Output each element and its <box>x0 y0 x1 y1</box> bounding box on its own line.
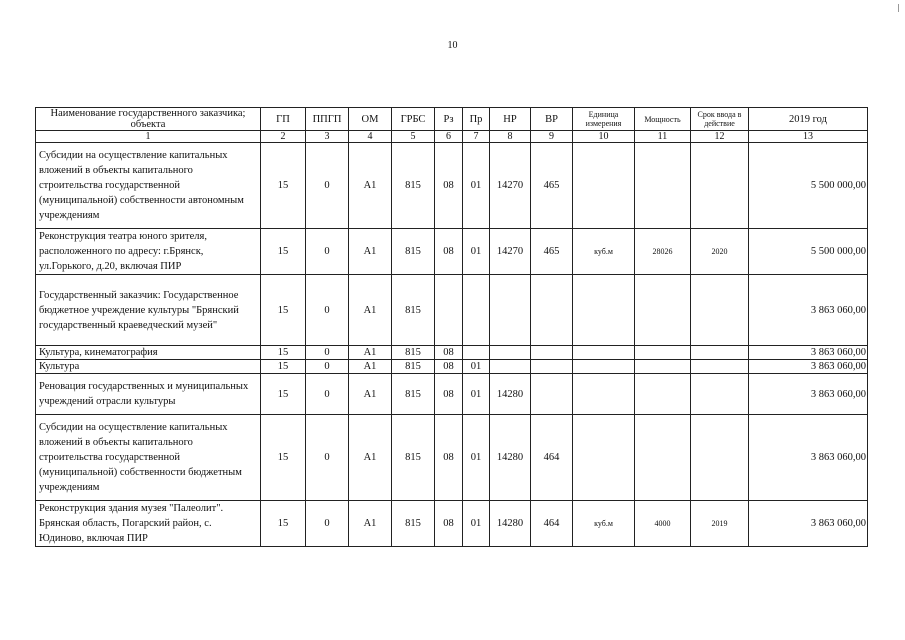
header-rz: Рз <box>435 108 463 131</box>
cell-amount: 3 863 060,00 <box>749 415 868 501</box>
row-name: Государственный заказчик: Государственное бюджетное учреждение культуры "Брянский государственный краеведческий музей" <box>36 275 261 346</box>
cell-vr <box>531 374 573 415</box>
table-row <box>36 346 868 360</box>
cell-vr <box>531 275 573 346</box>
cell-amount: 3 863 060,00 <box>749 374 868 415</box>
cell-commission <box>691 275 749 346</box>
row-name: Реконструкция здания музея "Палеолит". Брянская область, Погарский район, с. Юдиново, включая ПИР <box>36 501 261 547</box>
cell-om: А1 <box>349 275 392 346</box>
cell-om: А1 <box>349 415 392 501</box>
scan-edge-mark <box>898 4 899 12</box>
cell-capacity <box>635 415 691 501</box>
cell-pr: 01 <box>463 229 490 275</box>
cell-om: А1 <box>349 374 392 415</box>
header-vr: ВР <box>531 108 573 131</box>
cell-rz: 08 <box>435 143 463 229</box>
cell-nr: 14270 <box>490 229 531 275</box>
budget-table <box>35 107 868 547</box>
table-row <box>36 501 868 547</box>
cell-grbs: 815 <box>392 346 435 360</box>
cell-ppgp: 0 <box>306 275 349 346</box>
cell-nr: 14280 <box>490 374 531 415</box>
table-row <box>36 229 868 275</box>
cell-unit: куб.м <box>573 501 635 547</box>
cell-capacity <box>635 346 691 360</box>
cell-commission: 2019 <box>691 501 749 547</box>
column-number: 11 <box>635 131 691 143</box>
column-number: 4 <box>349 131 392 143</box>
header-capacity: Мощность <box>635 108 691 131</box>
cell-om: А1 <box>349 501 392 547</box>
column-number-row <box>36 131 868 143</box>
cell-pr: 01 <box>463 360 490 374</box>
cell-nr <box>490 346 531 360</box>
cell-gp: 15 <box>261 501 306 547</box>
cell-commission <box>691 360 749 374</box>
cell-nr: 14280 <box>490 415 531 501</box>
header-om: ОМ <box>349 108 392 131</box>
cell-capacity <box>635 275 691 346</box>
cell-rz <box>435 275 463 346</box>
cell-pr: 01 <box>463 143 490 229</box>
header-gp: ГП <box>261 108 306 131</box>
cell-amount: 3 863 060,00 <box>749 501 868 547</box>
cell-rz: 08 <box>435 360 463 374</box>
cell-vr: 464 <box>531 415 573 501</box>
cell-gp: 15 <box>261 374 306 415</box>
cell-gp: 15 <box>261 360 306 374</box>
cell-rz: 08 <box>435 415 463 501</box>
header-unit: Единица измерения <box>573 108 635 131</box>
cell-rz: 08 <box>435 374 463 415</box>
cell-capacity: 4000 <box>635 501 691 547</box>
cell-vr <box>531 360 573 374</box>
cell-gp: 15 <box>261 415 306 501</box>
cell-ppgp: 0 <box>306 415 349 501</box>
cell-rz: 08 <box>435 501 463 547</box>
cell-rz: 08 <box>435 346 463 360</box>
cell-nr <box>490 275 531 346</box>
cell-grbs: 815 <box>392 360 435 374</box>
column-number: 9 <box>531 131 573 143</box>
column-number: 6 <box>435 131 463 143</box>
column-number: 2 <box>261 131 306 143</box>
cell-unit <box>573 275 635 346</box>
cell-vr: 464 <box>531 501 573 547</box>
header-year: 2019 год <box>749 108 868 131</box>
page-number: 10 <box>447 40 458 51</box>
row-name: Реконструкция театра юного зрителя, расположенного по адресу: г.Брянск, ул.Горького, д.20, включая ПИР <box>36 229 261 275</box>
cell-ppgp: 0 <box>306 360 349 374</box>
column-number: 12 <box>691 131 749 143</box>
cell-amount: 3 863 060,00 <box>749 275 868 346</box>
table-row <box>36 360 868 374</box>
cell-amount: 5 500 000,00 <box>749 229 868 275</box>
cell-unit <box>573 143 635 229</box>
cell-ppgp: 0 <box>306 229 349 275</box>
cell-grbs: 815 <box>392 143 435 229</box>
cell-rz: 08 <box>435 229 463 275</box>
cell-gp: 15 <box>261 275 306 346</box>
cell-nr <box>490 360 531 374</box>
cell-commission: 2020 <box>691 229 749 275</box>
cell-grbs: 815 <box>392 374 435 415</box>
column-number: 7 <box>463 131 490 143</box>
cell-unit: куб.м <box>573 229 635 275</box>
cell-pr: 01 <box>463 501 490 547</box>
cell-ppgp: 0 <box>306 374 349 415</box>
cell-pr: 01 <box>463 374 490 415</box>
cell-vr: 465 <box>531 229 573 275</box>
cell-om: А1 <box>349 346 392 360</box>
cell-unit <box>573 415 635 501</box>
cell-pr <box>463 346 490 360</box>
cell-gp: 15 <box>261 229 306 275</box>
cell-pr: 01 <box>463 415 490 501</box>
cell-unit <box>573 374 635 415</box>
table-row <box>36 374 868 415</box>
cell-ppgp: 0 <box>306 143 349 229</box>
header-grbs: ГРБС <box>392 108 435 131</box>
row-name: Субсидии на осуществление капитальных вложений в объекты капитального строительства государственной (муниципальной) собственности бюджетным учреждениям <box>36 415 261 501</box>
row-name: Реновация государственных и муниципальных учреждений отрасли культуры <box>36 374 261 415</box>
row-name: Субсидии на осуществление капитальных вложений в объекты капитального строительства государственной (муниципальной) собственности автономным учреждениям <box>36 143 261 229</box>
table-row <box>36 415 868 501</box>
cell-grbs: 815 <box>392 501 435 547</box>
cell-ppgp: 0 <box>306 501 349 547</box>
cell-capacity <box>635 374 691 415</box>
cell-vr <box>531 346 573 360</box>
row-name: Культура, кинематография <box>36 346 261 360</box>
cell-commission <box>691 415 749 501</box>
header-ppgp: ППГП <box>306 108 349 131</box>
cell-commission <box>691 143 749 229</box>
column-number: 3 <box>306 131 349 143</box>
cell-capacity: 28026 <box>635 229 691 275</box>
column-number: 10 <box>573 131 635 143</box>
header-name: Наименование государственного заказчика; объекта <box>36 108 261 131</box>
column-number: 1 <box>36 131 261 143</box>
cell-amount: 5 500 000,00 <box>749 143 868 229</box>
column-number: 8 <box>490 131 531 143</box>
cell-commission <box>691 374 749 415</box>
cell-gp: 15 <box>261 143 306 229</box>
table-row <box>36 143 868 229</box>
cell-unit <box>573 360 635 374</box>
cell-grbs: 815 <box>392 415 435 501</box>
row-name: Культура <box>36 360 261 374</box>
header-nr: НР <box>490 108 531 131</box>
cell-pr <box>463 275 490 346</box>
cell-om: А1 <box>349 229 392 275</box>
column-number: 5 <box>392 131 435 143</box>
cell-nr: 14270 <box>490 143 531 229</box>
cell-om: А1 <box>349 360 392 374</box>
cell-grbs: 815 <box>392 275 435 346</box>
header-pr: Пр <box>463 108 490 131</box>
cell-amount: 3 863 060,00 <box>749 360 868 374</box>
cell-commission <box>691 346 749 360</box>
header-row <box>36 108 868 131</box>
cell-gp: 15 <box>261 346 306 360</box>
cell-unit <box>573 346 635 360</box>
cell-nr: 14280 <box>490 501 531 547</box>
header-commission: Срок ввода в действие <box>691 108 749 131</box>
cell-ppgp: 0 <box>306 346 349 360</box>
cell-capacity <box>635 360 691 374</box>
column-number: 13 <box>749 131 868 143</box>
cell-grbs: 815 <box>392 229 435 275</box>
cell-vr: 465 <box>531 143 573 229</box>
cell-capacity <box>635 143 691 229</box>
table-row <box>36 275 868 346</box>
cell-amount: 3 863 060,00 <box>749 346 868 360</box>
cell-om: А1 <box>349 143 392 229</box>
